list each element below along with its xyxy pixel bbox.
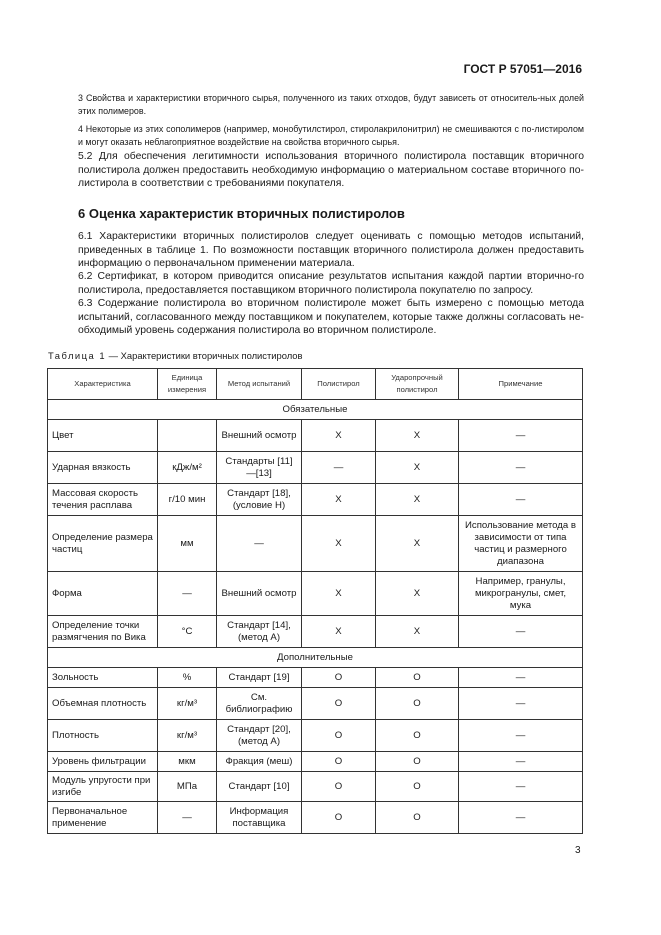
- table-row: [48, 616, 583, 648]
- table-row: [48, 484, 583, 516]
- cell-note: —: [459, 752, 583, 772]
- cell-method: Стандарт [18], (условие H): [217, 484, 302, 516]
- cell-name: Зольность: [48, 668, 158, 688]
- cell-method: Стандарт [20], (метод А): [217, 720, 302, 752]
- section-label-mandatory: Обязательные: [48, 400, 583, 420]
- cell-ps: О: [302, 720, 376, 752]
- cell-unit: °С: [158, 616, 217, 648]
- cell-hips: X: [376, 516, 459, 572]
- characteristics-table: [47, 368, 583, 834]
- cell-method: Фракция (меш): [217, 752, 302, 772]
- table-caption: [48, 350, 303, 361]
- cell-note: —: [459, 484, 583, 516]
- cell-ps: О: [302, 668, 376, 688]
- header-polystyrene: Полистирол: [302, 369, 376, 400]
- cell-ps: X: [302, 572, 376, 616]
- cell-ps: О: [302, 752, 376, 772]
- cell-note: Использование метода в зависимости от типа частиц и размерного диапазона: [459, 516, 583, 572]
- cell-ps: О: [302, 772, 376, 802]
- table-row: [48, 452, 583, 484]
- table-caption-prefix: Таблица 1: [48, 350, 107, 361]
- standard-number: ГОСТ Р 57051—2016: [463, 62, 582, 76]
- cell-unit: кг/м³: [158, 720, 217, 752]
- table-row: [48, 516, 583, 572]
- cell-ps: О: [302, 688, 376, 720]
- cell-note: Например, гранулы, микрогранулы, смет, мука: [459, 572, 583, 616]
- cell-hips: X: [376, 420, 459, 452]
- table-row: [48, 668, 583, 688]
- cell-note: —: [459, 802, 583, 834]
- section-heading-6: 6 Оценка характеристик вторичных полистиролов: [78, 206, 405, 221]
- cell-method: См. библиографию: [217, 688, 302, 720]
- cell-unit: —: [158, 572, 217, 616]
- cell-unit: кДж/м²: [158, 452, 217, 484]
- cell-note: —: [459, 452, 583, 484]
- table-caption-text: — Характеристики вторичных полистиролов: [106, 350, 303, 361]
- section-label-additional: Дополнительные: [48, 648, 583, 668]
- paragraph-6-2: 6.2 Сертификат, в котором приводится описание результатов испытания каждой партии вторично-го полистирола, предоставляется поставщиком вторичного полистирола покупателю по запросу.: [78, 271, 584, 296]
- paragraph-5-2: 5.2 Для обеспечения легитимности использования вторичного полистирола поставщик вторичного полистирола должен предоставить необходимую информацию о материальном составе вторичного по-листирола в соответствии с требованиями покупателя.: [78, 151, 584, 189]
- cell-ps: О: [302, 802, 376, 834]
- header-note: Примечание: [459, 369, 583, 400]
- header-characteristic: Характеристика: [48, 369, 158, 400]
- cell-unit: [158, 420, 217, 452]
- cell-name: Первоначальное применение: [48, 802, 158, 834]
- note-4: 4 Некоторые из этих сополимеров (например, монобутилстирол, стиролакрилонитрил) не смешиваются с по-листиролом и могут оказать неблагоприятное воздействие на свойства вторичного сырья.: [78, 124, 584, 147]
- cell-hips: О: [376, 802, 459, 834]
- cell-note: —: [459, 688, 583, 720]
- cell-note: —: [459, 668, 583, 688]
- cell-name: Ударная вязкость: [48, 452, 158, 484]
- cell-name: Модуль упругости при изгибе: [48, 772, 158, 802]
- header-hips: Ударопрочный полистирол: [376, 369, 459, 400]
- table-row: [48, 720, 583, 752]
- table-header-row: [48, 369, 583, 400]
- cell-hips: О: [376, 772, 459, 802]
- cell-hips: О: [376, 688, 459, 720]
- paragraph-6-1: 6.1 Характеристики вторичных полистиролов следует оценивать с помощью методов испытаний, приведенных в таблице 1. По возможности поставщик вторичного полистирола должен предоставить информацию о первоначальном применении материала.: [78, 231, 584, 269]
- cell-hips: X: [376, 484, 459, 516]
- cell-method: Внешний осмотр: [217, 420, 302, 452]
- cell-name: Плотность: [48, 720, 158, 752]
- cell-note: —: [459, 772, 583, 802]
- cell-hips: X: [376, 616, 459, 648]
- cell-name: Цвет: [48, 420, 158, 452]
- table-row: [48, 802, 583, 834]
- table-row: [48, 752, 583, 772]
- header-unit: Единица измерения: [158, 369, 217, 400]
- cell-ps: —: [302, 452, 376, 484]
- notes-block: [78, 92, 584, 154]
- cell-unit: кг/м³: [158, 688, 217, 720]
- cell-method: Стандарт [10]: [217, 772, 302, 802]
- cell-hips: О: [376, 752, 459, 772]
- cell-hips: X: [376, 572, 459, 616]
- cell-unit: %: [158, 668, 217, 688]
- paragraph-6-3: 6.3 Содержание полистирола во вторичном полистироле может быть измерено с помощью метода испытаний, согласованного между поставщиком и покупателем, которые также должны согласовать не-обходимый уровень содержания полистирола во вторичном полистироле.: [78, 298, 584, 336]
- cell-unit: мм: [158, 516, 217, 572]
- cell-hips: О: [376, 720, 459, 752]
- cell-name: Уровень фильтрации: [48, 752, 158, 772]
- cell-name: Массовая скорость течения расплава: [48, 484, 158, 516]
- cell-note: —: [459, 720, 583, 752]
- cell-method: Стандарты [11]—[13]: [217, 452, 302, 484]
- table-row: [48, 688, 583, 720]
- cell-hips: X: [376, 452, 459, 484]
- table-row: [48, 572, 583, 616]
- table-row: [48, 772, 583, 802]
- cell-name: Определение размера частиц: [48, 516, 158, 572]
- cell-method: —: [217, 516, 302, 572]
- cell-unit: г/10 мин: [158, 484, 217, 516]
- cell-hips: О: [376, 668, 459, 688]
- cell-unit: —: [158, 802, 217, 834]
- section-row-mandatory: [48, 400, 583, 420]
- cell-unit: мкм: [158, 752, 217, 772]
- page-number: 3: [575, 845, 581, 856]
- cell-ps: X: [302, 616, 376, 648]
- cell-method: Внешний осмотр: [217, 572, 302, 616]
- cell-note: —: [459, 616, 583, 648]
- cell-ps: X: [302, 516, 376, 572]
- cell-name: Определение точки размягчения по Вика: [48, 616, 158, 648]
- cell-method: Стандарт [14], (метод А): [217, 616, 302, 648]
- note-3: 3 Свойства и характеристики вторичного сырья, полученного из таких отходов, будут зависеть от относитель-ных долей этих полимеров.: [78, 93, 584, 116]
- cell-ps: X: [302, 484, 376, 516]
- cell-unit: МПа: [158, 772, 217, 802]
- cell-name: Объемная плотность: [48, 688, 158, 720]
- cell-name: Форма: [48, 572, 158, 616]
- header-method: Метод испытаний: [217, 369, 302, 400]
- cell-method: Информация поставщика: [217, 802, 302, 834]
- cell-ps: X: [302, 420, 376, 452]
- cell-method: Стандарт [19]: [217, 668, 302, 688]
- table-row: [48, 420, 583, 452]
- section-row-additional: [48, 648, 583, 668]
- cell-note: —: [459, 420, 583, 452]
